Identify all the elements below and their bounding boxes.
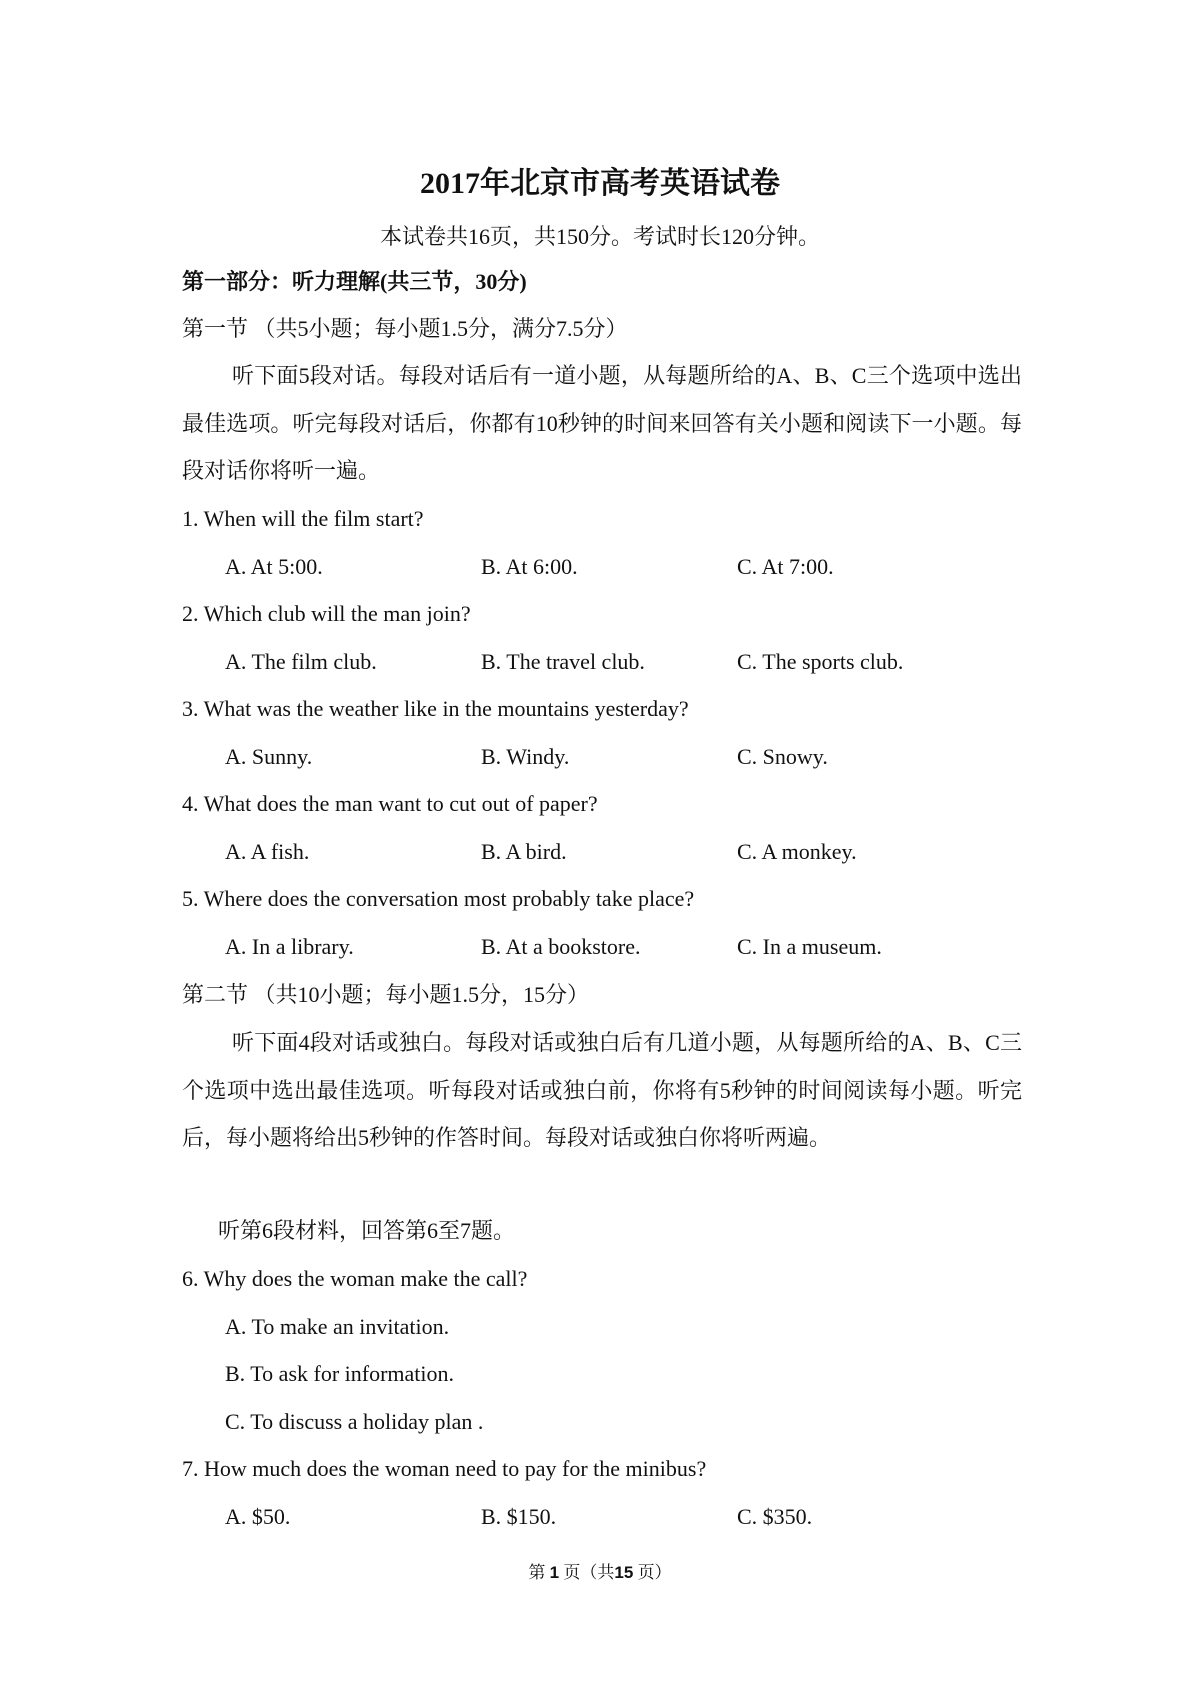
footer-prefix: 第 bbox=[528, 1563, 546, 1582]
part1-heading: 第一部分：听力理解(共三节，30分) bbox=[182, 269, 527, 294]
question-6-option-b: B. To ask for information. bbox=[225, 1361, 455, 1386]
question-3-option-a: A. Sunny. bbox=[225, 744, 313, 769]
question-2-option-a: A. The film club. bbox=[225, 649, 377, 674]
question-5-option-b: B. At a bookstore. bbox=[481, 934, 641, 959]
question-7-option-c: C. $350. bbox=[737, 1504, 813, 1529]
footer-suffix: 页） bbox=[637, 1563, 672, 1582]
question-1-option-a: A. At 5:00. bbox=[225, 554, 323, 579]
page-footer bbox=[0, 1558, 1200, 1583]
page-title: 2017年北京市高考英语试卷 bbox=[420, 167, 780, 200]
question-3-option-b: B. Windy. bbox=[481, 744, 570, 769]
question-5-option-c: C. In a museum. bbox=[737, 934, 882, 959]
question-4-stem: 4. What does the man want to cut out of paper? bbox=[182, 791, 598, 816]
footer-page-number: 1 bbox=[549, 1563, 560, 1582]
question-7-stem: 7. How much does the woman need to pay for the minibus? bbox=[182, 1456, 707, 1481]
question-6-option-a: A. To make an invitation. bbox=[225, 1314, 450, 1339]
material-note: 听第6段材料，回答第6至7题。 bbox=[218, 1218, 516, 1243]
question-4-option-c: C. A monkey. bbox=[737, 839, 857, 864]
question-2-option-b: B. The travel club. bbox=[481, 649, 645, 674]
question-7-option-a: A. $50. bbox=[225, 1504, 291, 1529]
question-6-option-c: C. To discuss a holiday plan . bbox=[225, 1409, 484, 1434]
question-5-option-a: A. In a library. bbox=[225, 934, 354, 959]
footer-total-pages: 15 bbox=[614, 1563, 634, 1582]
question-7-option-b: B. $150. bbox=[481, 1504, 557, 1529]
question-3-stem: 3. What was the weather like in the mountains yesterday? bbox=[182, 696, 689, 721]
question-1-option-b: B. At 6:00. bbox=[481, 554, 578, 579]
footer-middle: 页（共 bbox=[563, 1563, 615, 1582]
exam-info: 本试卷共16页，共150分。考试时长120分钟。 bbox=[379, 224, 820, 249]
question-6-stem: 6. Why does the woman make the call? bbox=[182, 1266, 528, 1291]
section1-instructions: 听下面5段对话。每段对话后有一道小题，从每题所给的A、B、C三个选项中选出最佳选项。听完每段对话后，你都有10秒钟的时间来回答有关小题和阅读下一小题。每段对话你将听一遍。 bbox=[182, 363, 1022, 483]
question-3-option-c: C. Snowy. bbox=[737, 744, 828, 769]
question-4-option-b: B. A bird. bbox=[481, 839, 567, 864]
question-1-stem: 1. When will the film start? bbox=[182, 506, 424, 531]
question-5-stem: 5. Where does the conversation most probably take place? bbox=[182, 886, 695, 911]
question-4-option-a: A. A fish. bbox=[225, 839, 310, 864]
section2-instructions: 听下面4段对话或独白。每段对话或独白后有几道小题，从每题所给的A、B、C三个选项中选出最佳选项。听每段对话或独白前，你将有5秒钟的时间阅读每小题。听完后，每小题将给出5秒钟的作答时间。每段对话或独白你将听两遍。 bbox=[182, 1030, 1022, 1150]
question-1-option-c: C. At 7:00. bbox=[737, 554, 834, 579]
question-2-option-c: C. The sports club. bbox=[737, 649, 904, 674]
section1-heading: 第一节 （共5小题；每小题1.5分，满分7.5分） bbox=[182, 316, 628, 341]
question-2-stem: 2. Which club will the man join? bbox=[182, 601, 471, 626]
section2-heading: 第二节 （共10小题；每小题1.5分，15分） bbox=[182, 982, 590, 1007]
